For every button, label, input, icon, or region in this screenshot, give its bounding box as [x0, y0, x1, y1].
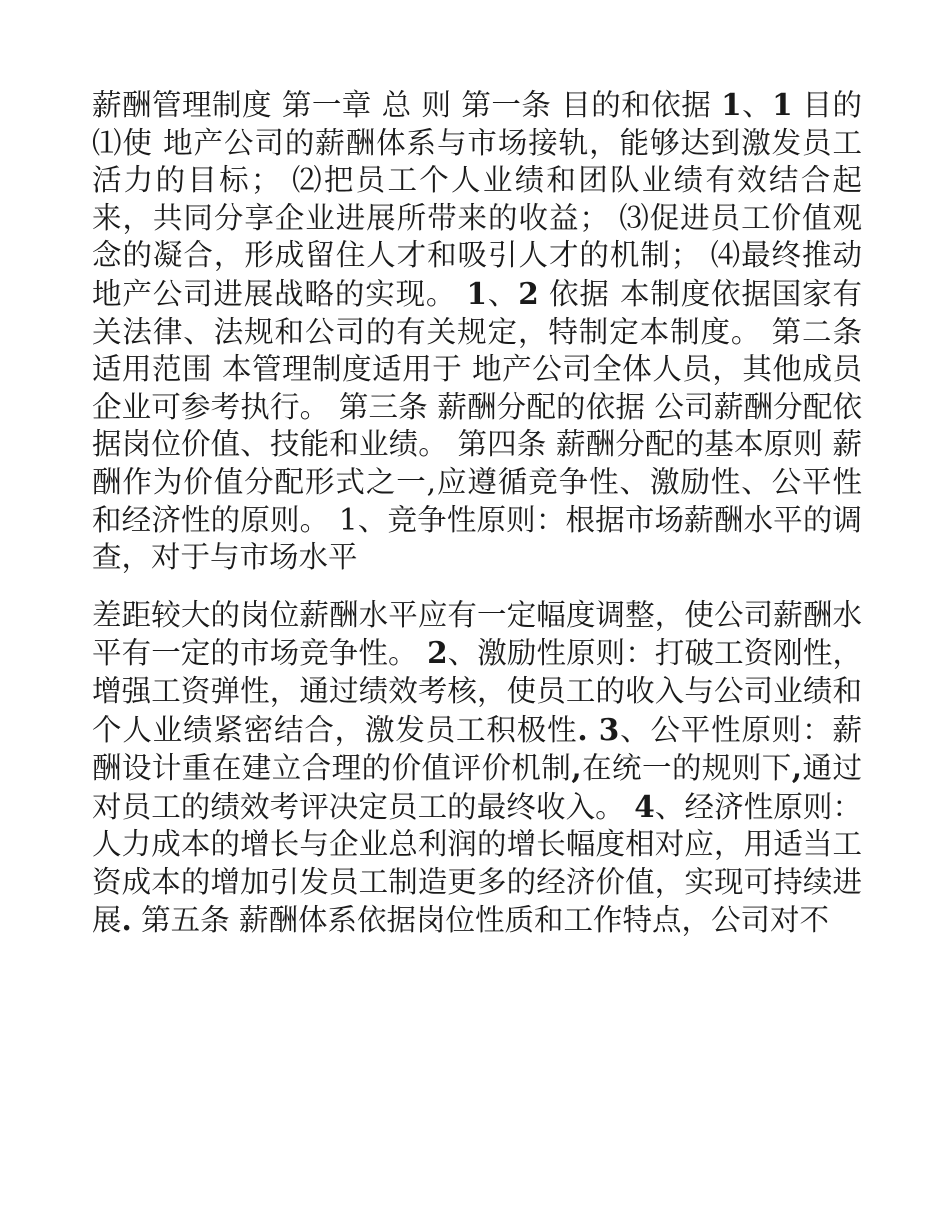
- text-run: 、激励性原则：打破工资刚性，增强工资弹性，通过绩效考核，使员工的收入与公司业绩和个人业绩紧密结合，激发员工积极性: [92, 636, 862, 747]
- bold-run: 1: [721, 87, 742, 122]
- text-run: 、公平性原则：薪酬设计重在建立合理的价值评价机制: [92, 712, 862, 786]
- bold-run: 4: [634, 788, 655, 824]
- text-run: 在统一的规则下: [581, 751, 792, 786]
- paragraph-1: [92, 86, 862, 577]
- text-run: 目的 ⑴使 地产公司的薪酬体系与市场接轨，能够达到激发员工活力的目标； ⑵把员工个人业绩和团队业绩有效结合起来，共同分享企业进展所带来的收益； ⑶促进员工价值观念的凝合，形成留住人才和吸引人才的机制； ⑷最终推动 地产公司进展战略的实现。: [92, 88, 862, 311]
- bold-run: 2: [518, 275, 539, 311]
- bold-run: 1: [466, 275, 488, 311]
- bold-run: 1: [772, 87, 793, 122]
- text-run: 第五条 薪酬体系依据岗位性质和工作特点，公司对不: [131, 903, 830, 938]
- text-run: 、: [741, 88, 773, 122]
- bold-run: ,: [791, 750, 803, 786]
- bold-run: ,: [571, 750, 582, 786]
- text-run: 依据 本制度依据国家有关法律、法规和公司的有关规定，特制定本制度。 第二条 适用范围 本管理制度适用于 地产公司全体人员，其他成员企业可参考执行。 第三条 薪酬分配的依据 公司薪酬分配依据岗位价值、技能和业绩。 第四条 薪酬分配的基本原则 薪酬作为价值分配形式之一,应遵循竞争性、激励性、公平性和经济性的原则。 1、竞争性原则：根据市场薪酬水平的调查，对于与市场水平: [92, 276, 862, 575]
- paragraph-2: [92, 597, 862, 940]
- text-run: 薪酬管理制度 第一章 总 则 第一条 目的和依据: [92, 88, 722, 122]
- document-page: [92, 86, 862, 940]
- bold-run: . 3: [577, 711, 620, 747]
- text-run: 通过对员工的绩效考评决定员工的最终收入。: [92, 751, 862, 824]
- bold-run: .: [121, 902, 132, 938]
- text-run: 、经济性原则：人力成本的增长与企业总利润的增长幅度相对应，用适当工资成本的增加引发员工制造更多的经济价值，实现可持续进展: [92, 789, 862, 938]
- bold-run: 2: [427, 635, 448, 671]
- text-run: 、: [487, 276, 519, 311]
- text-run: 差距较大的岗位薪酬水平应有一定幅度调整，使公司薪酬水平有一定的市场竞争性。: [92, 597, 862, 671]
